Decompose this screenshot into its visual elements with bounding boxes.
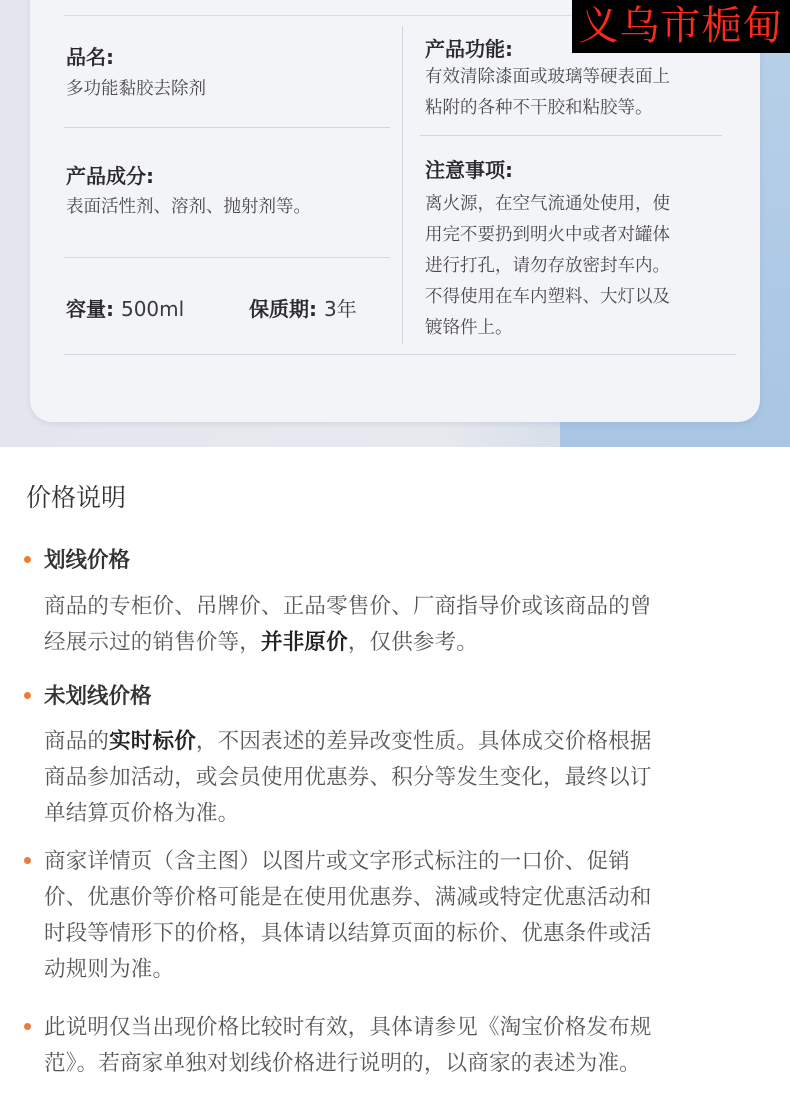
body-line: 范》。若商家单独对划线价格进行说明的，以商家的表述为准。 (44, 1051, 641, 1076)
caution-line: 离火源，在空气流通处使用，使 (425, 194, 670, 214)
function-line: 粘附的各种不干胶和粘胶等。 (425, 98, 653, 118)
product-name-label: 品名: (66, 45, 114, 69)
capacity-value: 500ml (120, 297, 185, 321)
body-line: 经展示过的销售价等，并非原价，仅供参考。 (44, 630, 479, 655)
caution-label: 注意事项: (425, 158, 513, 182)
item-body (44, 844, 764, 988)
bullet-icon (24, 857, 31, 864)
shelf-life-label: 保质期: (249, 297, 317, 321)
ingredients-value: 表面活性剂、溶剂、抛射剂等。 (66, 197, 311, 217)
body-line: 商品的专柜价、吊牌价、正品零售价、厂商指导价或该商品的曾 (44, 594, 652, 619)
product-name-value: 多功能黏胶去除剂 (66, 79, 206, 99)
item-body (44, 589, 764, 661)
caution-value (425, 189, 670, 344)
body-line: 时段等情形下的价格，具体请以结算页面的标价、优惠条件或活 (44, 921, 652, 946)
caution-line: 用完不要扔到明火中或者对罐体 (425, 225, 670, 245)
shelf-life-row (249, 293, 357, 322)
vertical-divider (402, 26, 403, 344)
item-body (44, 724, 764, 832)
item-heading: 未划线价格 (44, 684, 152, 709)
divider (64, 354, 736, 355)
divider (420, 135, 722, 136)
body-line: 商品参加活动，或会员使用优惠券、积分等发生变化，最终以订 (44, 765, 652, 790)
item-body (44, 1010, 764, 1082)
divider (64, 257, 390, 258)
function-value (425, 62, 670, 124)
body-line: 商品的实时标价，不因表述的差异改变性质。具体成交价格根据 (44, 729, 652, 754)
bullet-icon (24, 692, 31, 699)
capacity-label: 容量: (66, 297, 114, 321)
shelf-life-value: 3年 (323, 297, 357, 321)
function-label: 产品功能: (425, 37, 513, 61)
bullet-icon (24, 1023, 31, 1030)
ingredients-label: 产品成分: (66, 164, 154, 188)
body-line: 价、优惠价等价格可能是在使用优惠券、满减或特定优惠活动和 (44, 885, 652, 910)
watermark-stamp: 义乌市梔甸 (572, 0, 790, 53)
divider (64, 127, 390, 128)
caution-line: 不得使用在车内塑料、大灯以及 (425, 287, 670, 307)
body-line: 商家详情页（含主图）以图片或文字形式标注的一口价、促销 (44, 849, 630, 874)
function-line: 有效清除漆面或玻璃等硬表面上 (425, 67, 670, 87)
item-heading: 划线价格 (44, 548, 131, 573)
section-title: 价格说明 (26, 483, 127, 512)
body-line: 动规则为准。 (44, 957, 175, 982)
caution-line: 镀铬件上。 (425, 318, 513, 338)
capacity-row (66, 293, 184, 322)
body-line: 此说明仅当出现价格比较时有效，具体请参见《淘宝价格发布规 (44, 1015, 652, 1040)
caution-line: 进行打孔，请勿存放密封车内。 (425, 256, 670, 276)
bullet-icon (24, 556, 31, 563)
body-line: 单结算页价格为准。 (44, 801, 240, 826)
product-info-banner (0, 0, 790, 447)
